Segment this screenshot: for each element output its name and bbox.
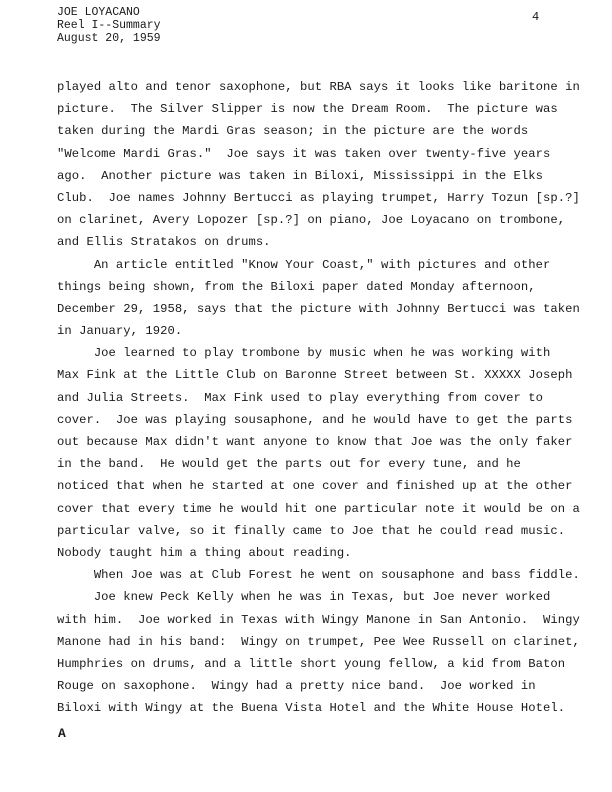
text-line: Nobody taught him a thing about reading. [57, 545, 352, 560]
footer-mark: A [58, 726, 66, 741]
page-number: 4 [532, 10, 540, 24]
text-line: An article entitled "Know Your Coast," with pictures and other [57, 257, 551, 272]
text-line: December 29, 1958, says that the picture with Johnny Bertucci was taken [57, 301, 580, 316]
text-line: Club. Joe names Johnny Bertucci as playing trumpet, Harry Tozun [sp.?] [57, 190, 580, 205]
header-date: August 20, 1959 [57, 32, 161, 45]
text-line: Manone had in his band: Wingy on trumpet, Pee Wee Russell on clarinet, [57, 634, 580, 649]
text-line: and Ellis Stratakos on drums. [57, 235, 271, 250]
text-line: picture. The Silver Slipper is now the Dream Room. The picture was [57, 102, 558, 117]
text-line: Rouge on saxophone. Wingy had a pretty nice band. Joe worked in [57, 679, 536, 694]
text-line: Joe learned to play trombone by music when he was working with [57, 346, 551, 361]
text-line: and Julia Streets. Max Fink used to play everything from cover to [57, 390, 544, 405]
text-line: with him. Joe worked in Texas with Wingy Manone in San Antonio. Wingy [57, 612, 580, 627]
text-line: in the band. He would get the parts out for every tune, and he [57, 457, 521, 472]
text-line: Biloxi with Wingy at the Buena Vista Hotel and the White House Hotel. [57, 701, 566, 716]
text-line: played alto and tenor saxophone, but RBA says it looks like baritone in [57, 80, 580, 94]
text-line: Humphries on drums, and a little short young fellow, a kid from Baton [57, 656, 566, 671]
text-line: on clarinet, Avery Lopozer [sp.?] on piano, Joe Loyacano on trombone, [57, 213, 566, 228]
body-text [57, 76, 580, 719]
text-line: ago. Another picture was taken in Biloxi, Mississippi in the Elks [57, 168, 544, 183]
text-line: out because Max didn't want anyone to know that Joe was the only faker [57, 435, 573, 449]
text-line: particular valve, so it finally came to Joe that he could read music. [57, 523, 566, 538]
document-header [57, 6, 161, 45]
text-line: Joe knew Peck Kelly when he was in Texas, but Joe never worked [57, 590, 551, 605]
text-line: When Joe was at Club Forest he went on sousaphone and bass fiddle. [57, 568, 580, 583]
text-line: cover that every time he would hit one particular note it would be on a [57, 501, 580, 516]
text-line: cover. Joe was playing sousaphone, and he would have to get the parts [57, 412, 573, 427]
text-line: noticed that when he started at one cover and finished up at the other [57, 479, 573, 494]
text-line: taken during the Mardi Gras season; in the picture are the words [57, 124, 529, 139]
header-name: JOE LOYACANO [57, 6, 140, 19]
text-line: Max Fink at the Little Club on Baronne Street between St. XXXXX Joseph [57, 368, 573, 383]
text-line: things being shown, from the Biloxi paper dated Monday afternoon, [57, 279, 536, 294]
text-line: "Welcome Mardi Gras." Joe says it was taken over twenty-five years [57, 146, 551, 161]
header-reel: Reel I--Summary [57, 19, 161, 32]
text-line: in January, 1920. [57, 324, 183, 339]
